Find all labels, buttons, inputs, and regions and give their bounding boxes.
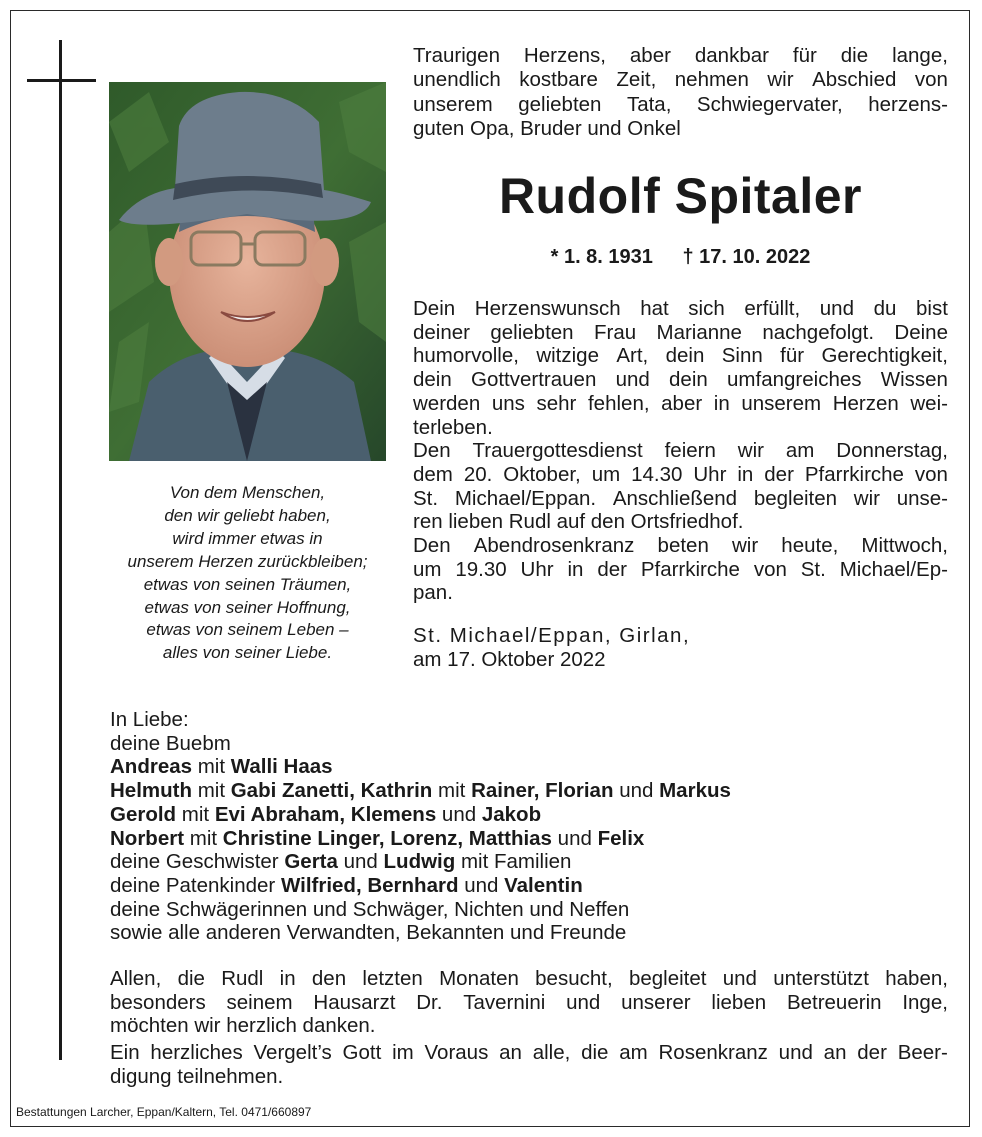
family-line: deine Patenkinder Wilfried, Bernhard und Valentin — [110, 873, 583, 897]
intro-text — [413, 44, 948, 142]
body-line: pan. — [413, 581, 453, 605]
body-line: Dein Herzenswunsch hat sich erfüllt, und du bist — [413, 297, 948, 320]
body-line: werden uns sehr fehlen, aber in unserem Herzen wei- — [413, 391, 948, 415]
family-name: Gabi Zanetti, Kathrin — [230, 779, 433, 803]
body-line: dem 20. Oktober, um 14.30 Uhr in der Pfarrkirche von — [413, 462, 948, 486]
family-name: Felix — [597, 826, 645, 850]
family-name: Rainer, Florian — [471, 779, 614, 803]
family-line: Norbert mit Christine Linger, Lorenz, Matthias und Felix — [110, 826, 645, 850]
poem-line: unserem Herzen zurückbleiben; — [127, 551, 368, 571]
family-line: Helmuth mit Gabi Zanetti, Kathrin mit Rainer, Florian und Markus — [110, 779, 731, 803]
body-line: Den Abendrosenkranz beten wir heute, Mittwoch, — [413, 534, 948, 558]
place-line: St. Michael/Eppan, Girlan, — [413, 624, 691, 647]
family-name: Evi Abraham, Klemens — [214, 802, 437, 826]
body-line: terleben. — [413, 415, 493, 439]
body-line: St. Michael/Eppan. Anschließend begleiten wir unse- — [413, 486, 948, 510]
family-name: Norbert — [110, 826, 185, 850]
poem-line: etwas von seinen Träumen, — [143, 574, 352, 594]
family-name: Valentin — [504, 873, 583, 897]
poem-line: den wir geliebt haben, — [164, 505, 331, 525]
poem-line: alles von seiner Liebe. — [162, 643, 333, 663]
cross-icon — [59, 40, 62, 1060]
poem-line: wird immer etwas in — [172, 528, 323, 548]
obituary-body — [413, 297, 948, 605]
death-date: † 17. 10. 2022 — [682, 246, 811, 268]
cross-icon-bar — [27, 79, 96, 82]
body-line: deiner geliebten Frau Marianne nachgefolgt. Deine — [413, 320, 948, 344]
family-line: sowie alle anderen Verwandten, Bekannten und Freunde — [110, 921, 627, 945]
poem-line: Von dem Menschen, — [169, 483, 326, 502]
vergelts-line: Ein herzliches Vergelt’s Gott im Voraus an alle, die am Rosenkranz und an der Beer- — [110, 1041, 948, 1065]
thanks-line: Allen, die Rudl in den letzten Monaten besucht, begleitet und unterstützt haben, — [110, 967, 948, 990]
family-name: Helmuth — [110, 779, 192, 803]
family-name: Andreas — [110, 755, 193, 779]
funeral-home-footer: Bestattungen Larcher, Eppan/Kaltern, Tel. 0471/660897 — [16, 1105, 312, 1119]
family-line: Andreas mit Walli Haas — [110, 755, 333, 779]
family-name: Gerta — [284, 850, 338, 874]
deceased-name: Rudolf Spitaler — [498, 168, 863, 224]
intro-line: unendlich kostbare Zeit, nehmen wir Abschied von — [413, 68, 948, 92]
life-dates — [413, 244, 948, 270]
family-name: Christine Linger, Lorenz, Matthias — [222, 826, 552, 850]
date-line: am 17. Oktober 2022 — [413, 647, 606, 671]
family-intro: In Liebe: — [110, 708, 189, 731]
body-line: ren lieben Rudl auf den Ortsfriedhof. — [413, 510, 744, 534]
family-name: Walli Haas — [230, 755, 333, 779]
place-and-date — [413, 624, 948, 671]
intro-line: Traurigen Herzens, aber dankbar für die lange, — [413, 44, 948, 67]
poem-line: etwas von seinem Leben – — [146, 620, 349, 640]
body-line: Den Trauergottesdienst feiern wir am Donnerstag, — [413, 439, 948, 463]
body-line: dein Gottvertrauen und dein umfangreiches Wissen — [413, 368, 948, 392]
family-line: Gerold mit Evi Abraham, Klemens und Jakob — [110, 802, 542, 826]
thanks-line: besonders seinem Hausarzt Dr. Tavernini und unserer lieben Betreuerin Inge, — [110, 990, 948, 1014]
family-name: Ludwig — [383, 850, 456, 874]
birth-date: * 1. 8. 1931 — [550, 246, 653, 268]
intro-line: guten Opa, Bruder und Onkel — [413, 117, 681, 141]
thanks-line: möchten wir herzlich danken. — [110, 1014, 376, 1038]
body-line: humorvolle, witzige Art, dein Sinn für Gerechtigkeit, — [413, 344, 948, 368]
family-name: Markus — [659, 779, 731, 803]
portrait-photo — [109, 82, 386, 461]
memorial-poem — [100, 482, 395, 665]
family-name: Jakob — [481, 802, 542, 826]
family-list — [110, 708, 960, 945]
thanks-text — [110, 967, 948, 1089]
family-name: Wilfried, Bernhard — [280, 873, 459, 897]
family-line: deine Schwägerinnen und Schwäger, Nichten und Neffen — [110, 897, 630, 921]
family-line: deine Buebm — [110, 731, 231, 755]
family-line: deine Geschwister Gerta und Ludwig mit Familien — [110, 850, 572, 874]
family-name: Gerold — [110, 802, 177, 826]
body-line: um 19.30 Uhr in der Pfarrkirche von St. Michael/Ep- — [413, 557, 948, 581]
vergelts-line: digung teilnehmen. — [110, 1064, 284, 1088]
poem-line: etwas von seiner Hoffnung, — [144, 597, 351, 617]
intro-line: unserem geliebten Tata, Schwiegervater, herzens- — [413, 92, 948, 116]
